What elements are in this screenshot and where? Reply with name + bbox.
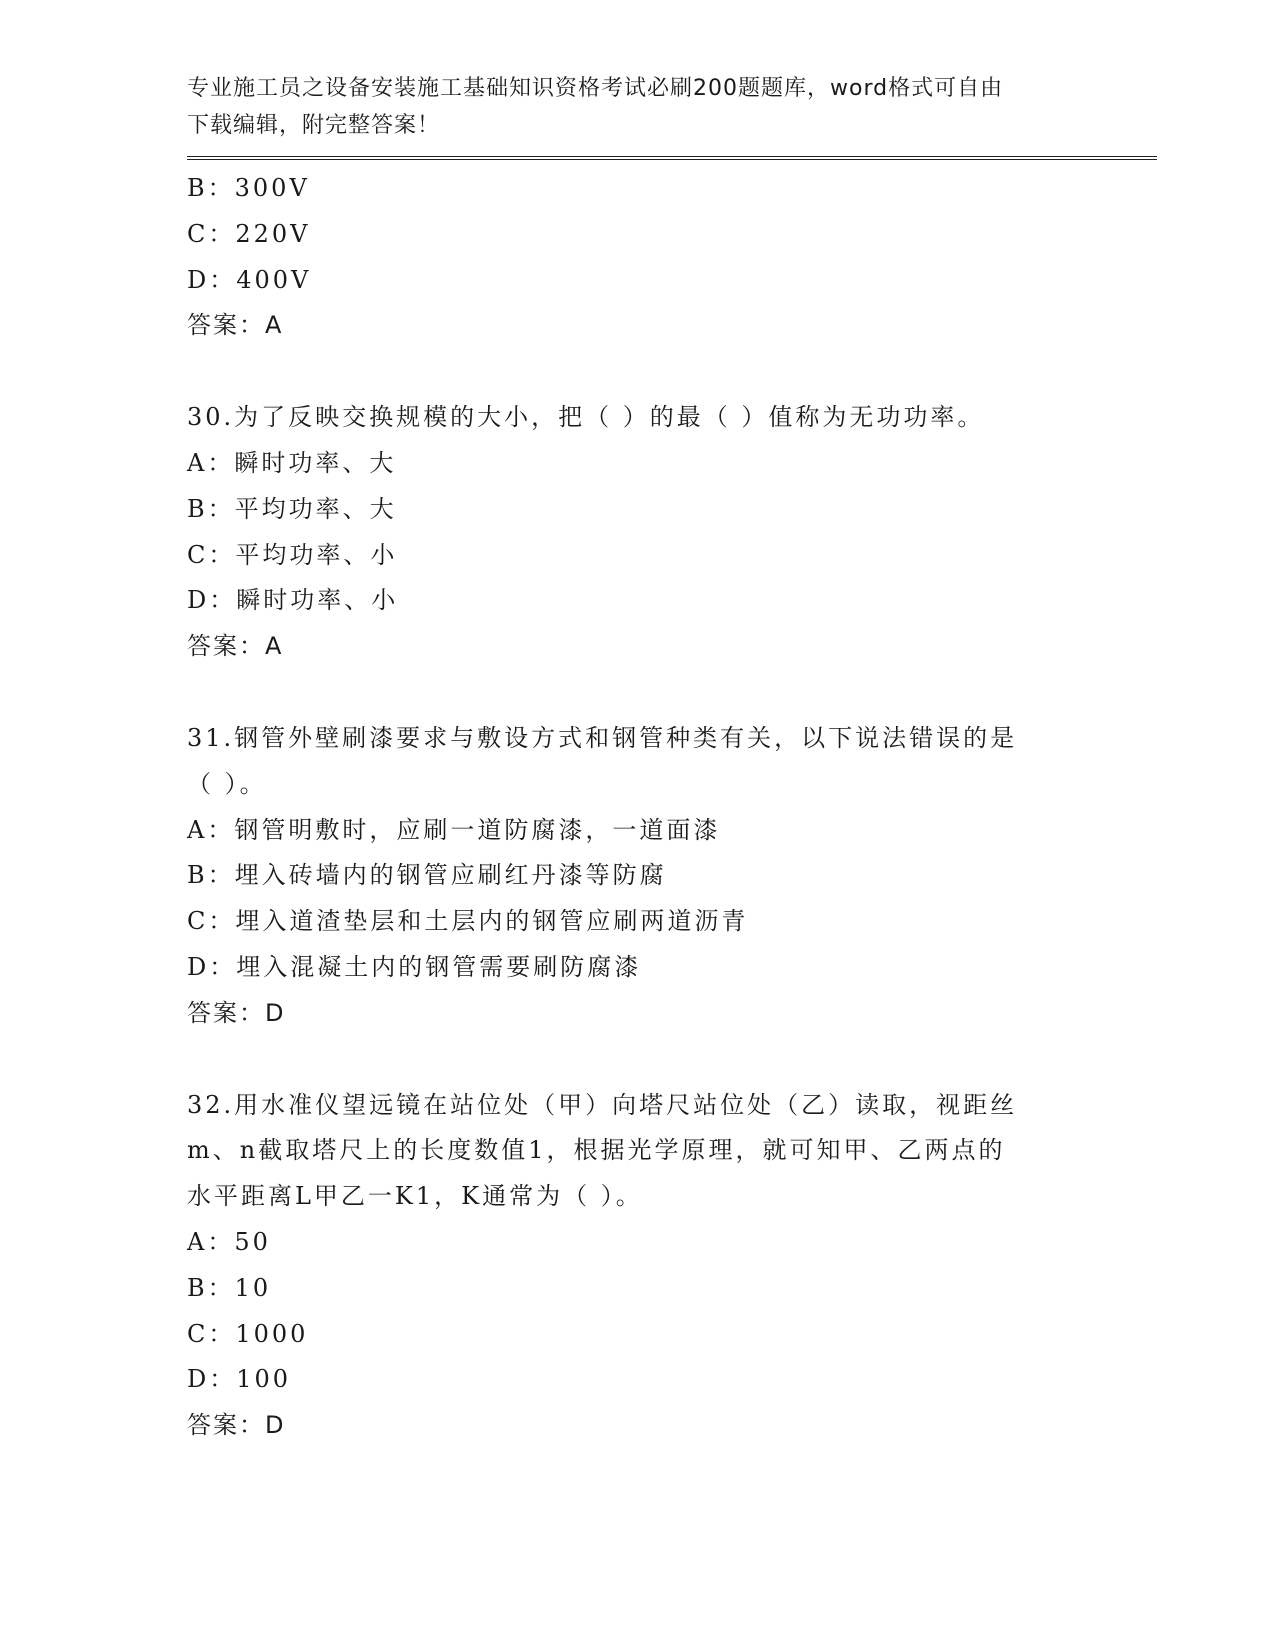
option-c: C：平均功率、小 [187, 540, 398, 569]
option-c: C：埋入道渣垫层和土层内的钢管应刷两道沥青 [187, 907, 749, 936]
option-b: B：10 [187, 1273, 272, 1302]
question-content [187, 166, 1157, 1449]
answer: 答案：D [187, 998, 286, 1027]
page-header [187, 70, 1087, 144]
question-31 [187, 716, 1157, 1037]
question-text: （ ）。 [187, 769, 267, 798]
document-page [187, 70, 1157, 1449]
option-a: A：钢管明敷时，应刷一道防腐漆，一道面漆 [187, 815, 721, 844]
question-text: m、n截取塔尺上的长度数值1，根据光学原理，就可知甲、乙两点的 [187, 1136, 1006, 1165]
header-title-line-2: 下载编辑，附完整答案！ [187, 113, 441, 138]
question-text: 30.为了反映交换规模的大小，把（ ）的最（ ）值称为无功功率。 [187, 403, 985, 432]
question-text: 水平距离L甲乙一K1，K通常为（ ）。 [187, 1182, 643, 1211]
question-32 [187, 1083, 1157, 1449]
option-c: C：220V [187, 219, 311, 248]
option-b: B：平均功率、大 [187, 494, 397, 523]
prev-question [187, 166, 1157, 349]
option-a: A：瞬时功率、大 [187, 448, 397, 477]
option-d: D：100 [187, 1365, 292, 1394]
option-a: A：50 [187, 1227, 271, 1256]
question-text: 31.钢管外壁刷漆要求与敷设方式和钢管种类有关，以下说法错误的是 [187, 723, 1018, 752]
option-d: D：埋入混凝土内的钢管需要刷防腐漆 [187, 952, 642, 981]
option-b: B：埋入砖墙内的钢管应刷红丹漆等防腐 [187, 861, 667, 890]
option-d: D：400V [187, 265, 312, 294]
option-d: D：瞬时功率、小 [187, 586, 399, 615]
answer: 答案：A [187, 632, 284, 661]
header-title-line-1: 专业施工员之设备安装施工基础知识资格考试必刷200题题库，word格式可自由 [187, 76, 1004, 101]
question-text: 32.用水准仪望远镜在站位处（甲）向塔尺站位处（乙）读取，视距丝 [187, 1090, 1018, 1119]
option-b: B：300V [187, 174, 310, 202]
option-c: C：1000 [187, 1319, 309, 1348]
header-divider [187, 156, 1157, 160]
answer: 答案：A [187, 311, 284, 340]
answer: 答案：D [187, 1411, 286, 1440]
question-30 [187, 395, 1157, 670]
